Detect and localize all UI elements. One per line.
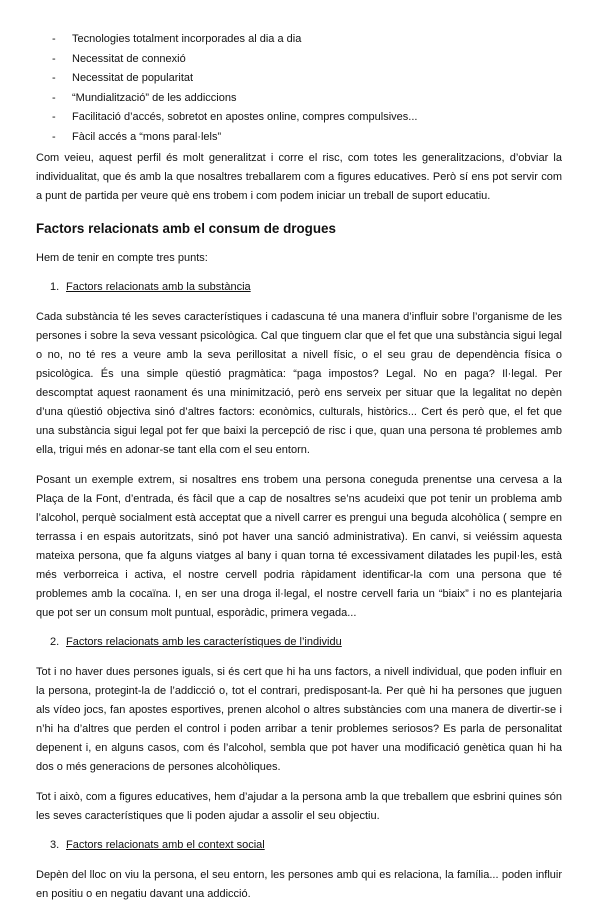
factor-1-paragraph-1: Cada substància té les seves característiques i cadascuna té una manera d’influir sobre l’organisme de les persones i sobre la seva vessant psicològica. Cal que tinguem clar que el fet que una substància sigui legal o no, no té res a veure amb la seva perillositat a nivell físic, o el seu grau de dependència física o psicològica. És una simple qüestió pragmàtica: “paga impostos? Legal. No en paga? Il·legal. Per descomptat aquest raonament és una minimització, però ens serveix per situar que la legalitat no depèn d’una qüestió objectiva sinó d’altres factors: econòmics, culturals, històrics... Cert és però que, el fet que una substància sigui legal pot fer que baixi la percepció de risc i que, quan una persona té problemes amb ella, trigui més en adonar-se tant ella com el seu entorn. (36, 310, 562, 456)
factor-3-paragraph-1: Depèn del lloc on viu la persona, el seu entorn, les persones amb qui es relaciona, la família... poden influir en positiu o en negatiu davant una addicció. (36, 868, 562, 900)
factor-2-paragraph-2: Tot i això, com a figures educatives, hem d’ajudar a la persona amb la que treballem que esbrini quines són les seves característiques que li poden ajudar a assolir el seu objectiu. (36, 790, 562, 822)
factor-1-heading (36, 278, 562, 297)
list-item (36, 128, 562, 148)
section-heading: Factors relacionats amb el consum de drogues (36, 220, 336, 236)
intro-paragraph: Com veieu, aquest perfil és molt generalitzat i corre el risc, com totes les generalitzacions, d’obviar la individualitat, que és amb la que nosaltres treballarem com a figures educatives. Però sí ens pot servir com a punt de partida per veure què ens trobem i com podem iniciar un treball de suport educatiu. (36, 151, 562, 202)
factor-1-paragraph-2: Posant un exemple extrem, si nosaltres ens trobem una persona coneguda prenentse una cervesa a la Plaça de la Font, d’entrada, és fàcil que a cap de nosaltres se’ns acudeixi que pot tenir un problema amb l’alcohol, perquè socialment està acceptat que a nivell carrer es prengui una beguda alcohòlica ( sempre en terrassa i en espais autoritzats, sinó pot haver una sanció administrativa). En canvi, si veiéssim aquesta mateixa persona, que fa alguns viatges al bany i quan torna té excessivament dilatades les pupil·les, està més verborreica i activa, el nostre cervell podria ràpidament identificar-la com una persona que té problemes amb la cocaïna. I, en ser una droga il·legal, el nostre cervell faria un “biaix” i no es plantejaria que pot ser un consum molt puntual, esporàdic, primera vegada... (36, 473, 562, 619)
list-item-text: Tecnologies totalment incorporades al dia a dia (72, 33, 302, 45)
list-item-text: Necessitat de popularitat (72, 72, 194, 85)
list-item (36, 50, 562, 70)
bullet-dash: - (52, 33, 56, 45)
list-item (36, 69, 562, 89)
factor-1-number: 1. (50, 280, 60, 293)
list-item-text: Fàcil accés a “mons paral·lels” (72, 130, 222, 143)
factor-3-number: 3. (50, 838, 60, 851)
factor-1-title: Factors relacionats amb la substància (66, 280, 251, 293)
factor-2-number: 2. (50, 635, 60, 648)
factor-2-heading (36, 633, 562, 652)
list-item (36, 30, 562, 50)
factor-3-heading (36, 836, 562, 855)
lead-paragraph: Hem de tenir en compte tres punts: (36, 251, 208, 264)
bullet-dash: - (52, 52, 56, 65)
list-item (36, 89, 562, 109)
list-item (36, 108, 562, 128)
bullet-dash: - (52, 91, 56, 104)
list-item-text: “Mundialització” de les addiccions (72, 91, 237, 104)
factor-3-title: Factors relacionats amb el context social (66, 838, 265, 851)
factor-2-title: Factors relacionats amb les característiques de l’individu (66, 635, 342, 648)
bullet-dash: - (52, 72, 56, 85)
bullet-list (36, 30, 562, 148)
bullet-dash: - (52, 111, 56, 124)
factor-2-paragraph-1: Tot i no haver dues persones iguals, si és cert que hi ha uns factors, a nivell individual, que poden influir en la persona, protegint-la de l’addicció o, tot el contrari, predisposant-la. Per què hi ha persones que juguen als vídeo jocs, fan apostes esportives, prenen alcohol o altres substàncies com una manera de divertir-se i n’hi ha d’altres que perden el control i poden arribar a tenir problemes seriosos? Es parla de personalitat depenent i, en alguns casos, com és l’alcohol, sembla que pot haver una modificació genètica quan hi ha dos o més generacions de persones alcohòliques. (36, 665, 562, 773)
list-item-text: Necessitat de connexió (72, 52, 186, 65)
list-item-text: Facilitació d’accés, sobretot en apostes online, compres compulsives... (72, 111, 418, 124)
bullet-dash: - (52, 130, 56, 143)
